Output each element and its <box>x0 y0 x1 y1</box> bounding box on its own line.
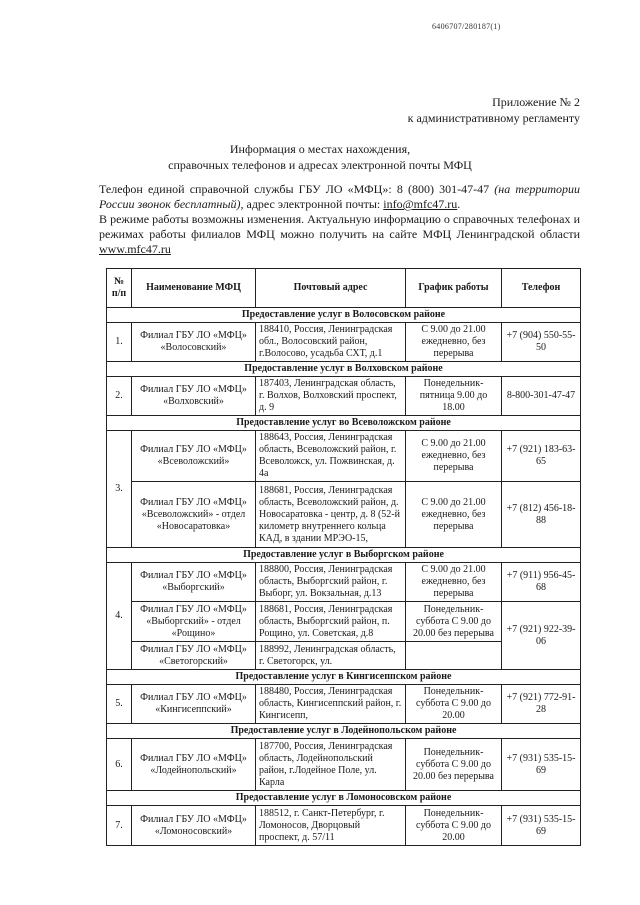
row-name: Филиал ГБУ ЛО «МФЦ» «Всеволожский» <box>132 431 256 482</box>
row-name: Филиал ГБУ ЛО «МФЦ» «Выборгский» <box>132 563 256 602</box>
row-address: 187700, Россия, Ленинградская область, Лодейнопольский район, г.Лодейное Поле, ул. Карла <box>256 739 406 791</box>
row-phone: 8-800-301-47-47 <box>502 377 581 416</box>
row-phone: +7 (931) 535-15-69 <box>502 739 581 791</box>
row-name: Филиал ГБУ ЛО «МФЦ» «Кингисеппский» <box>132 685 256 724</box>
row-name: Филиал ГБУ ЛО «МФЦ» «Ломоносовский» <box>132 806 256 846</box>
table-row <box>107 482 581 548</box>
intro-paragraph-phone <box>99 182 580 212</box>
row-address: 188480, Россия, Ленинградская область, Кингисеппский район, г. Кингисепп, <box>256 685 406 724</box>
header-address: Почтовый адрес <box>256 269 406 308</box>
header-number: № п/п <box>107 269 132 308</box>
row-number: 1. <box>107 323 132 362</box>
row-address: 188992, Ленинградская область, г. Светогорск, ул. <box>256 642 406 670</box>
row-schedule: С 9.00 до 21.00 ежедневно, без перерыва <box>406 482 502 548</box>
row-number: 6. <box>107 739 132 791</box>
row-schedule: Понедельник-пятница 9.00 до 18.00 <box>406 377 502 416</box>
table-header-row <box>107 269 581 308</box>
row-schedule <box>406 642 502 670</box>
intro-paragraph-site <box>99 212 580 257</box>
title-line1: Информация о местах нахождения, <box>229 142 411 156</box>
section-row <box>107 416 581 431</box>
row-number: 7. <box>107 806 132 846</box>
table-row <box>107 602 581 642</box>
row-name: Филиал ГБУ ЛО «МФЦ» «Выборгский» - отдел «Рощино» <box>132 602 256 642</box>
row-name: Филиал ГБУ ЛО «МФЦ» «Волосовский» <box>132 323 256 362</box>
section-row <box>107 362 581 377</box>
row-name: Филиал ГБУ ЛО «МФЦ» «Волховский» <box>132 377 256 416</box>
row-number: 5. <box>107 685 132 724</box>
row-phone: +7 (812) 456-18-88 <box>502 482 581 548</box>
table-row <box>107 377 581 416</box>
row-address: 188410, Россия, Ленинградская обл., Волосовский район, г.Волосово, усадьба СХТ, д.1 <box>256 323 406 362</box>
header-phone: Телефон <box>502 269 581 308</box>
intro-phone-text: Телефон единой справочной службы ГБУ ЛО «МФЦ»: 8 (800) 301-47-47 <box>99 182 495 196</box>
row-schedule: Понедельник-суббота С 9.00 до 20.00 <box>406 685 502 724</box>
intro-email-label: , адрес электронной почты: <box>240 197 384 211</box>
row-schedule: Понедельник-суббота С 9.00 до 20.00 без перерыва <box>406 739 502 791</box>
row-schedule: С 9.00 до 21.00 ежедневно, без перерыва <box>406 563 502 602</box>
row-phone: +7 (921) 922-39-06 <box>502 602 581 670</box>
row-name: Филиал ГБУ ЛО «МФЦ» «Светогорский» <box>132 642 256 670</box>
row-address: 188643, Россия, Ленинградская область, Всеволожский район, г. Всеволожск, ул. Пожвинская, д. 4а <box>256 431 406 482</box>
appendix-line2: к административному регламенту <box>407 111 580 125</box>
row-phone: +7 (911) 956-45-68 <box>502 563 581 602</box>
row-address: 187403, Ленинградская область, г. Волхов, Волховский проспект, д. 9 <box>256 377 406 416</box>
appendix-header <box>408 94 580 126</box>
row-schedule: Понедельник-суббота С 9.00 до 20.00 без перерыва <box>406 602 502 642</box>
table-row <box>107 563 581 602</box>
row-phone: +7 (921) 183-63-65 <box>502 431 581 482</box>
row-name: Филиал ГБУ ЛО «МФЦ» «Лодейнопольский» <box>132 739 256 791</box>
table-row <box>107 431 581 482</box>
section-title: Предоставление услуг в Волховском районе <box>107 362 581 377</box>
row-schedule: С 9.00 до 21.00 ежедневно, без перерыва <box>406 431 502 482</box>
table-row <box>107 806 581 846</box>
header-schedule: График работы <box>406 269 502 308</box>
row-number: 4. <box>107 563 132 670</box>
row-name: Филиал ГБУ ЛО «МФЦ» «Всеволожский» - отдел «Новосаратовка» <box>132 482 256 548</box>
intro-text <box>99 182 580 257</box>
mfc-table <box>106 268 581 846</box>
section-title: Предоставление услуг в Кингисеппском районе <box>107 670 581 685</box>
intro-dot: . <box>457 197 461 211</box>
intro-site-text: В режиме работы возможны изменения. Актуальную информацию о справочных телефонах и режимах работы филиалов МФЦ можно получить на сайте МФЦ Ленинградской области <box>99 212 580 241</box>
row-number: 2. <box>107 377 132 416</box>
table-row <box>107 323 581 362</box>
intro-free-call-note: (на территории России звонок бесплатный) <box>99 182 581 211</box>
section-row <box>107 548 581 563</box>
row-address: 188681, Россия, Ленинградская область, Выборгский район, п. Рощино, ул. Советская, д.8 <box>256 602 406 642</box>
section-title: Предоставление услуг в Ломоносовском районе <box>107 791 581 806</box>
title-line2: справочных телефонов и адресах электронной почты МФЦ <box>168 158 472 172</box>
section-row <box>107 724 581 739</box>
email-link[interactable]: info@mfc47.ru <box>383 197 458 211</box>
section-title: Предоставление услуг в Выборгском районе <box>107 548 581 563</box>
row-address: 188512, г. Санкт-Петербург, г. Ломоносов, Дворцовый проспект, д. 57/11 <box>256 806 406 846</box>
section-row <box>107 670 581 685</box>
section-row <box>107 308 581 323</box>
row-address: 188681, Россия, Ленинградская область, Всеволожский район, д. Новосаратовка - центр, д. 8 (52-й километр внутреннего кольца КАД, в здании МРЭО-15, <box>256 482 406 548</box>
document-title <box>0 141 640 173</box>
row-phone: +7 (931) 535-15-69 <box>502 806 581 846</box>
table-row <box>107 685 581 724</box>
section-title: Предоставление услуг во Всеволожском районе <box>107 416 581 431</box>
row-address: 188800, Россия, Ленинградская область, Выборгский район, г. Выборг, ул. Вокзальная, д.13 <box>256 563 406 602</box>
section-title: Предоставление услуг в Волосовском районе <box>107 308 581 323</box>
row-schedule: С 9.00 до 21.00 ежедневно, без перерыва <box>406 323 502 362</box>
appendix-line1: Приложение № 2 <box>492 95 580 109</box>
row-phone: +7 (904) 550-55-50 <box>502 323 581 362</box>
row-number: 3. <box>107 431 132 548</box>
row-phone: +7 (921) 772-91-28 <box>502 685 581 724</box>
table-row <box>107 739 581 791</box>
section-row <box>107 791 581 806</box>
document-number: 6406707/280187(1) <box>432 22 501 31</box>
site-link[interactable]: www.mfc47.ru <box>99 242 171 256</box>
row-schedule: Понедельник-суббота С 9.00 до 20.00 <box>406 806 502 846</box>
section-title: Предоставление услуг в Лодейнопольском районе <box>107 724 581 739</box>
header-name: Наименование МФЦ <box>132 269 256 308</box>
